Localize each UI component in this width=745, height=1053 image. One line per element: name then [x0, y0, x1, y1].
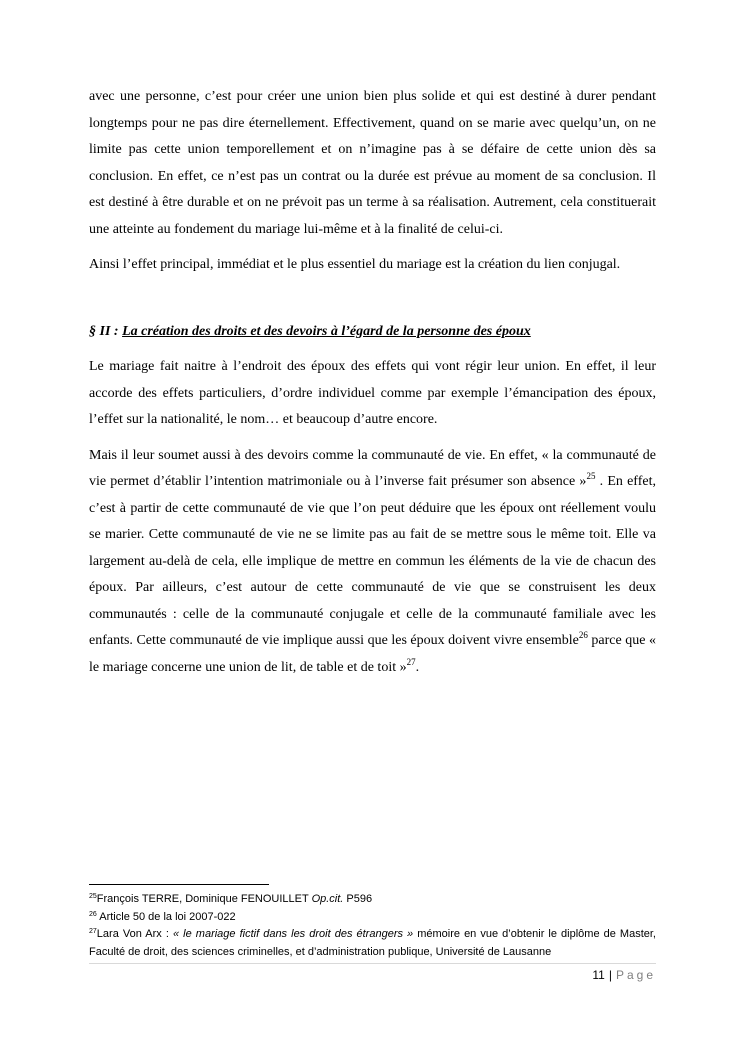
- footnote-number: 26: [89, 910, 97, 918]
- footnote-italic: « le mariage fictif dans les droit des étrangers »: [172, 928, 414, 940]
- page-label: Page: [615, 968, 656, 982]
- footnote-number: 25: [89, 893, 97, 900]
- footnote-ref-26[interactable]: 26: [578, 630, 588, 640]
- section-heading: [89, 319, 656, 346]
- page-number: 11: [592, 968, 605, 982]
- paragraph-1: avec une personne, c’est pour créer une union bien plus solide et qui est destiné à durer pendant longtemps pour ne pas dire éternellement. Effectivement, quand on se marie avec quelqu’un, on ne limite pas cette union temporellement et on n’imagine pas à se défaire de cette union dès sa conclusion. En effet, ce n’est pas un contrat ou la durée est prévue au moment de sa conclusion. Il est destiné à être durable et on ne prévoit pas un terme à sa réalisation. Autrement, cela constituerait une atteinte au fondement du mariage lui-même et à la finalité de celui-ci.: [89, 89, 656, 237]
- paragraph-4-part-b: . En effet, c’est à partir de cette communauté de vie que l’on peut déduire que les époux ont réellement voulu se marier. Cette communauté de vie ne se limite pas au fait de se mettre sous le même toit. Elle va largement au-delà de cela, elle implique de mettre en commun les éléments de la vie de chacun des époux. Par ailleurs, c’est autour de cette communauté de vie que se construisent les deux communautés : celle de la communauté conjugale et celle de la communauté familiale avec les enfants. Cette communauté de vie implique aussi que les époux doivent vivre ensemble: [89, 474, 656, 648]
- footnote-ref-27[interactable]: 27: [406, 656, 416, 667]
- paragraph-2: Ainsi l’effet principal, immédiat et le plus essentiel du mariage est la création du lien conjugal.: [89, 257, 621, 272]
- footnote-ref-25[interactable]: 25: [586, 471, 596, 481]
- paragraph-3: Le mariage fait naitre à l’endroit des époux des effets qui vont régir leur union. En effet, il leur accorde des effets particuliers, d’ordre individuel comme par exemple l’émancipation des époux, l’effet sur la nationalité, le nom… et beaucoup d’autre encore.: [89, 359, 656, 427]
- footnote-27: [89, 926, 656, 961]
- footnote-separator: [89, 884, 269, 885]
- footnote-text: Article 50 de la loi 2007-022: [96, 910, 236, 923]
- footnote-text: P596: [343, 893, 373, 905]
- page-footer: [89, 963, 656, 982]
- section-heading-title: La création des droits et des devoirs à l’égard de la personne des époux: [122, 323, 531, 339]
- footnote-text: François TERRE, Dominique FENOUILLET: [96, 893, 312, 905]
- footnote-26: [89, 909, 656, 927]
- body-text: [89, 84, 656, 690]
- paragraph-4-part-c: parce que « le mariage concerne une union de lit, de table et de toit »: [89, 633, 656, 675]
- footnote-italic: Op.cit.: [311, 893, 344, 905]
- footnote-number: 27: [89, 928, 97, 935]
- footer-separator: |: [608, 968, 612, 982]
- footnote-25: [89, 891, 656, 909]
- paragraph-4: [89, 443, 656, 682]
- footnote-text: mémoire en vue d’obtenir le diplôme de Master, Faculté de droit, des sciences criminelles, et d’administration publique, Université de Lausanne: [89, 928, 656, 958]
- paragraph-4-part-d: .: [415, 659, 420, 675]
- paragraph-4-part-a: Mais il leur soumet aussi à des devoirs comme la communauté de vie. En effet, « la communauté de vie permet d’établir l’intention matrimoniale ou à l’inverse fait présumer son absence »: [89, 447, 656, 489]
- section-heading-prefix: § II :: [89, 323, 123, 339]
- footnotes: [89, 891, 656, 961]
- footnote-text: Lara Von Arx :: [96, 928, 173, 940]
